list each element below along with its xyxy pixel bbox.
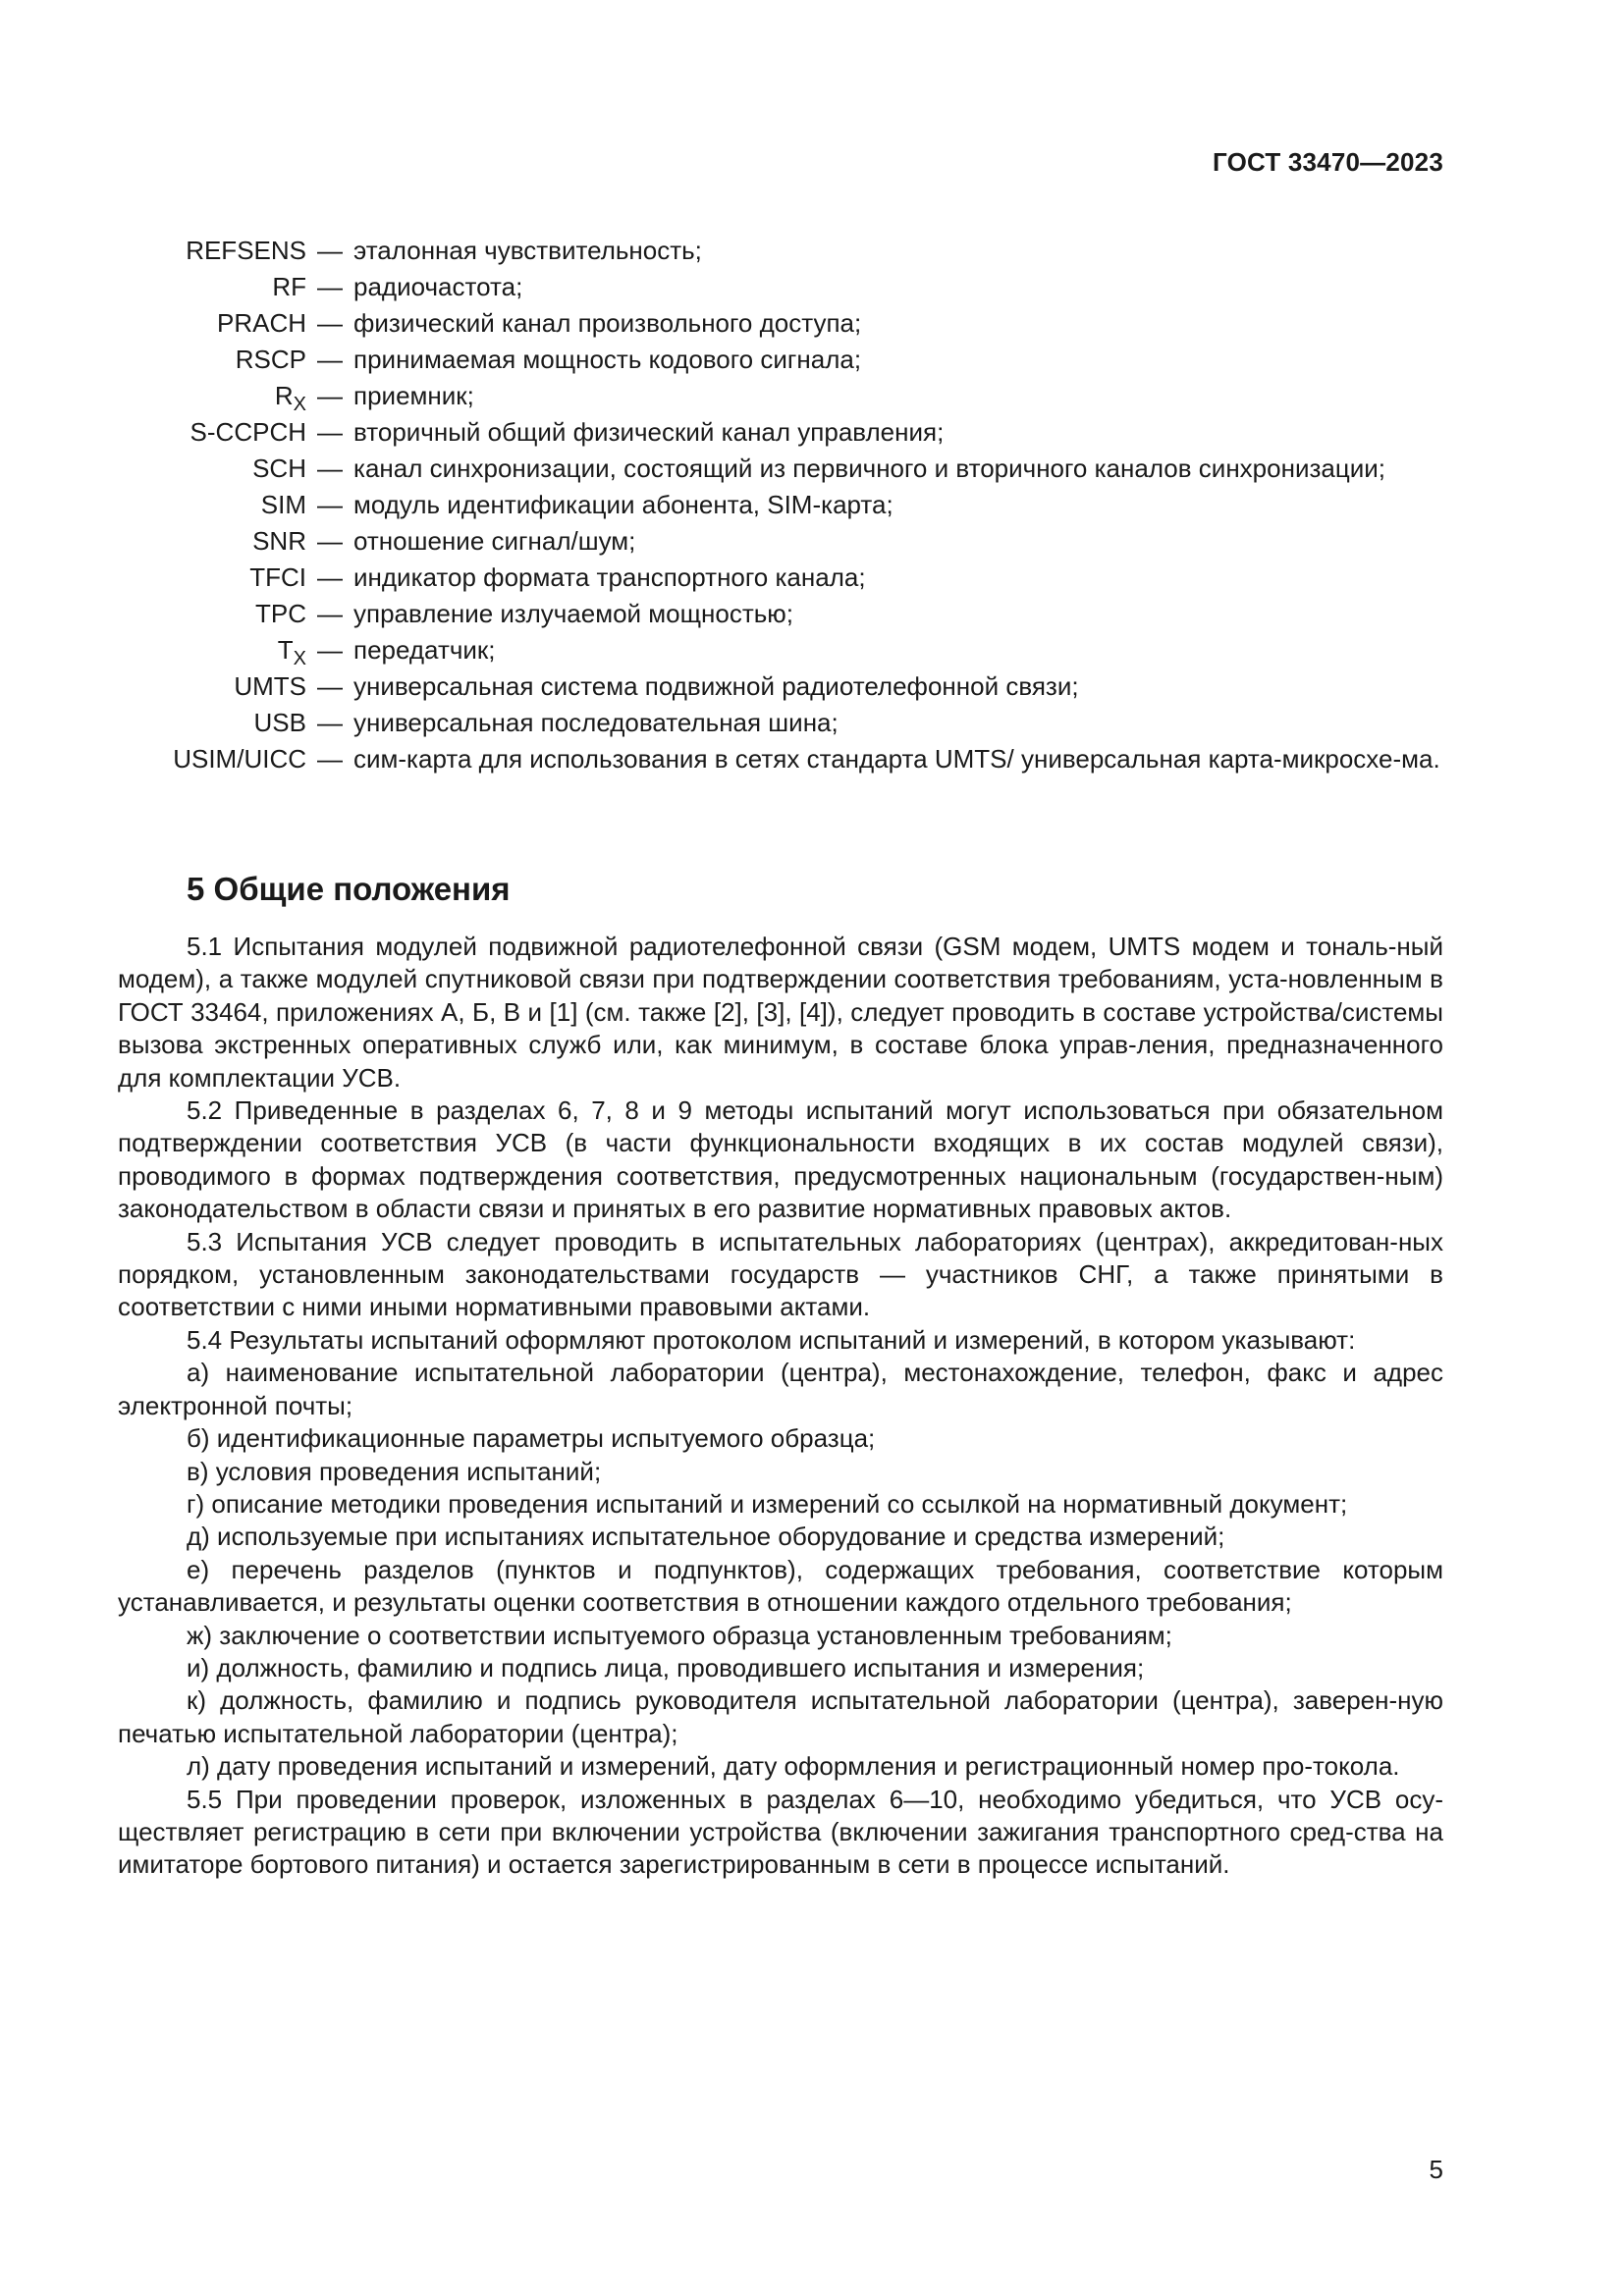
abbreviation-row bbox=[118, 233, 1443, 269]
list-item: в) условия проведения испытаний; bbox=[187, 1456, 602, 1486]
abbreviation-term: PRACH bbox=[216, 308, 306, 338]
abbreviation-definition: принимаемая мощность кодового сигнала; bbox=[353, 345, 862, 374]
abbreviation-row bbox=[118, 487, 1443, 523]
em-dash: — bbox=[317, 417, 343, 447]
abbreviation-definition: индикатор формата транспортного канала; bbox=[353, 562, 866, 592]
em-dash: — bbox=[317, 236, 343, 265]
em-dash: — bbox=[317, 526, 343, 556]
term-subscript: X bbox=[293, 394, 306, 415]
abbreviation-row bbox=[118, 705, 1443, 741]
list-item: л) дату проведения испытаний и измерений, дату оформления и регистрационный номер про-токола. bbox=[187, 1751, 1400, 1782]
abbreviation-term: SIM bbox=[260, 490, 306, 519]
em-dash: — bbox=[317, 308, 343, 338]
abbreviation-term: RSCP bbox=[235, 345, 306, 374]
abbreviation-row bbox=[118, 414, 1443, 451]
abbreviation-term: USIM/UICC bbox=[173, 744, 306, 774]
abbreviations-list bbox=[118, 233, 1443, 777]
abbreviation-term bbox=[118, 632, 306, 668]
abbreviation-row bbox=[118, 378, 1443, 414]
paragraph: 5.2 Приведенные в разделах 6, 7, 8 и 9 методы испытаний могут использоваться при обязательном подтверждении соответствия УСВ (в части функциональности входящих в их состав модулей связи), проводимого в формах подтверждения соответствия, предусмотренных национальным (государствен-ным) законодательством в области связи и принятых в его развитие нормативных правовых актов. bbox=[118, 1095, 1443, 1224]
abbreviation-term: UMTS bbox=[234, 671, 306, 701]
abbreviation-definition: отношение сигнал/шум; bbox=[353, 526, 636, 556]
term-base: R bbox=[274, 381, 294, 410]
paragraph: 5.4 Результаты испытаний оформляют протоколом испытаний и измерений, в котором указывают: bbox=[187, 1324, 1356, 1355]
abbreviation-term bbox=[118, 378, 306, 414]
abbreviation-row bbox=[118, 451, 1443, 487]
abbreviation-row bbox=[118, 269, 1443, 305]
paragraph: 5.5 При проведении проверок, изложенных в разделах 6—10, необходимо убедиться, что УСВ осу-ществляет регистрацию в сети при включении устройства (включении зажигания транспортного сред-ства на имитаторе бортового питания) и остается зарегистрированным в сети в процессе испытаний. bbox=[118, 1784, 1443, 1880]
abbreviation-definition: модуль идентификации абонента, SIM-карта; bbox=[353, 490, 893, 519]
em-dash: — bbox=[317, 635, 343, 665]
paragraph: 5.1 Испытания модулей подвижной радиотелефонной связи (GSM модем, UMTS модем и тональ-ный модем), а также модулей спутниковой связи при подтверждении соответствия требованиям, уста-новленным в ГОСТ 33464, приложениях А, Б, В и [1] (см. также [2], [3], [4]), следует проводить в составе устройства/системы вызова экстренных оперативных служб или, как минимум, в составе блока управ-ления, предназначенного для комплектации УСВ. bbox=[118, 932, 1443, 1093]
abbreviation-term: SCH bbox=[252, 454, 306, 483]
list-item: е) перечень разделов (пунктов и подпунктов), содержащих требования, соответствие которым устанавливается, и результаты оценки соответствия в отношении каждого отдельного требования; bbox=[118, 1554, 1443, 1618]
em-dash: — bbox=[317, 345, 343, 374]
em-dash: — bbox=[317, 744, 343, 774]
abbreviation-definition: сим-карта для использования в сетях стандарта UMTS/ универсальная карта-микросхе-ма. bbox=[353, 744, 1440, 774]
term-subscript: X bbox=[293, 648, 306, 669]
abbreviation-term: RF bbox=[272, 272, 306, 301]
paragraph: 5.3 Испытания УСВ следует проводить в испытательных лабораториях (центрах), аккредитован-ных порядком, установленным законодательствами государств — участников СНГ, а также принятыми в соответствии с ними иными нормативными правовыми актами. bbox=[118, 1226, 1443, 1322]
em-dash: — bbox=[317, 708, 343, 737]
em-dash: — bbox=[317, 490, 343, 519]
em-dash: — bbox=[317, 454, 343, 483]
page-number: 5 bbox=[1429, 2155, 1443, 2184]
abbreviation-term: TPC bbox=[255, 599, 306, 628]
abbreviation-row bbox=[118, 668, 1443, 705]
abbreviation-definition: передатчик; bbox=[353, 635, 496, 665]
abbreviation-definition: радиочастота; bbox=[353, 272, 523, 301]
abbreviation-definition: канал синхронизации, состоящий из первичного и вторичного каналов синхронизации; bbox=[353, 454, 1386, 483]
list-item: а) наименование испытательной лаборатории (центра), местонахождение, телефон, факс и адрес электронной почты; bbox=[118, 1358, 1443, 1420]
abbreviation-definition: приемник; bbox=[353, 381, 474, 410]
section-title: 5 Общие положения bbox=[187, 871, 511, 907]
abbreviation-definition: универсальная система подвижной радиотелефонной связи; bbox=[353, 671, 1079, 701]
em-dash: — bbox=[317, 671, 343, 701]
list-item: б) идентификационные параметры испытуемого образца; bbox=[187, 1423, 876, 1454]
document-code: ГОСТ 33470—2023 bbox=[1213, 147, 1443, 177]
list-item: и) должность, фамилию и подпись лица, проводившего испытания и измерения; bbox=[187, 1652, 1145, 1682]
abbreviation-term: SNR bbox=[252, 526, 306, 556]
em-dash: — bbox=[317, 272, 343, 301]
list-item: д) используемые при испытаниях испытательное оборудование и средства измерений; bbox=[187, 1522, 1225, 1552]
abbreviation-row bbox=[118, 741, 1443, 777]
abbreviation-row bbox=[118, 596, 1443, 632]
abbreviation-term: TFCI bbox=[249, 562, 306, 592]
abbreviation-row bbox=[118, 342, 1443, 378]
abbreviation-row bbox=[118, 305, 1443, 342]
abbreviation-term: REFSENS bbox=[186, 236, 306, 265]
abbreviation-term: S-CCPCH bbox=[189, 417, 306, 447]
list-item: г) описание методики проведения испытаний и измерений со ссылкой на нормативный документ; bbox=[187, 1488, 1348, 1519]
list-item: ж) заключение о соответствии испытуемого образца установленным требованиям; bbox=[187, 1620, 1172, 1650]
abbreviation-term: USB bbox=[253, 708, 306, 737]
abbreviation-definition: физический канал произвольного доступа; bbox=[353, 308, 862, 338]
em-dash: — bbox=[317, 599, 343, 628]
abbreviation-definition: вторичный общий физический канал управления; bbox=[353, 417, 945, 447]
section-body bbox=[118, 931, 1443, 1882]
em-dash: — bbox=[317, 562, 343, 592]
em-dash: — bbox=[317, 381, 343, 410]
abbreviation-definition: управление излучаемой мощностью; bbox=[353, 599, 794, 628]
term-base: T bbox=[277, 635, 294, 665]
abbreviation-row bbox=[118, 632, 1443, 668]
abbreviation-definition: универсальная последовательная шина; bbox=[353, 708, 839, 737]
abbreviation-definition: эталонная чувствительность; bbox=[353, 236, 702, 265]
abbreviation-row bbox=[118, 560, 1443, 596]
abbreviation-row bbox=[118, 523, 1443, 560]
list-item: к) должность, фамилию и подпись руководителя испытательной лаборатории (центра), заверен-ную печатью испытательной лаборатории (центра); bbox=[118, 1685, 1443, 1748]
